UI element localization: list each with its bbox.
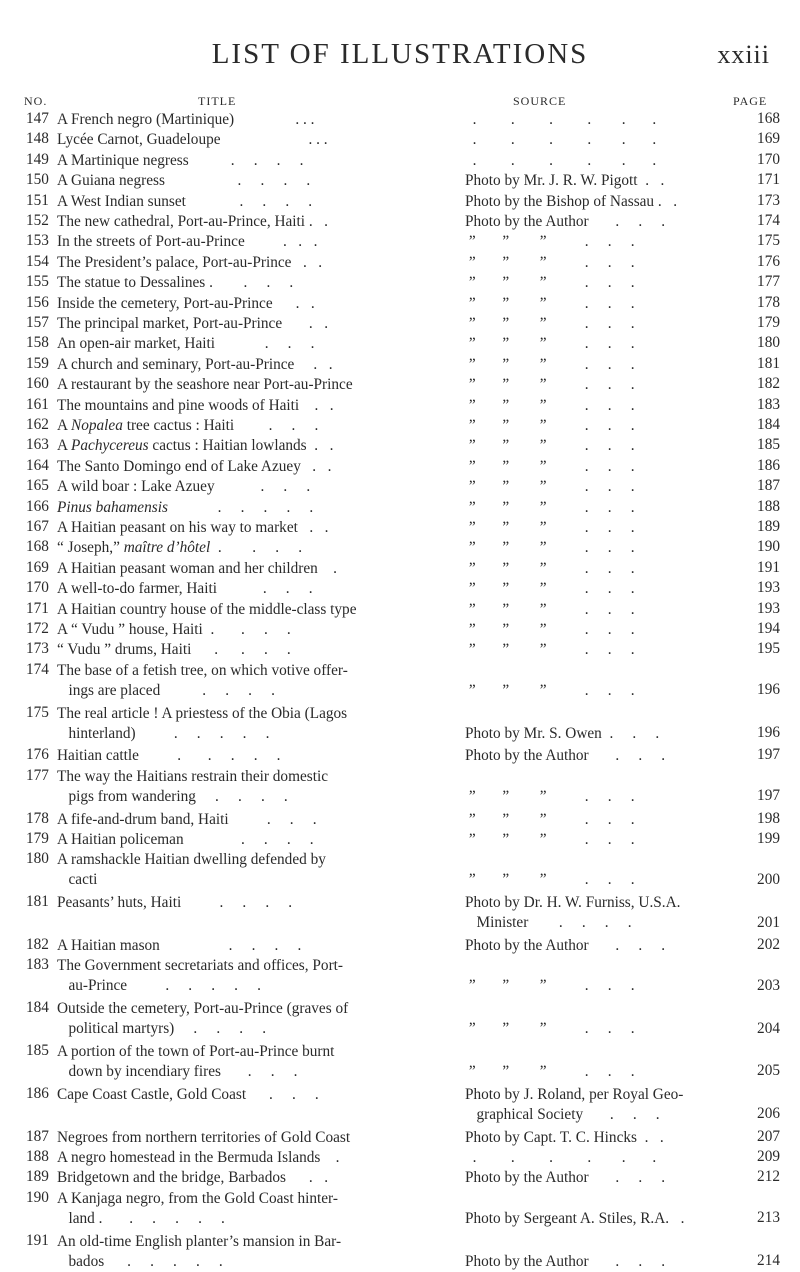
item-number: 176	[26, 746, 49, 764]
page-title: LIST OF ILLUSTRATIONS	[211, 38, 589, 70]
item-number: 152	[26, 212, 49, 229]
item-title: A West Indian sunset . . . .	[57, 192, 313, 210]
item-source: ” ” ” . . .	[468, 681, 635, 699]
item-page: 182	[757, 375, 780, 393]
item-number: 147	[26, 110, 49, 127]
item-title: A French negro (Martinique) . . .	[57, 111, 315, 128]
item-number: 165	[26, 477, 49, 495]
item-source: ” ” ” . . .	[465, 580, 635, 598]
item-title-part: . . . .	[210, 539, 303, 557]
item-title: The real article ! A priestess of the Obia (Lagos hinterland) . . . . .	[57, 704, 348, 742]
item-title: Bridgetown and the bridge, Barbados . .	[57, 1169, 329, 1187]
item-title: The President’s palace, Port-au-Prince . .	[57, 253, 323, 271]
item-page: 207	[757, 1127, 780, 1145]
item-title	[57, 498, 477, 518]
item-page: 212	[757, 1168, 780, 1186]
item-source: ” ” ” . . .	[465, 457, 635, 475]
item-source: ” ” ” . . .	[465, 253, 635, 271]
item-page: 174	[757, 212, 780, 229]
item-title: A Kanjaga negro, from the Gold Coast hinter- land . . . . . .	[57, 1189, 338, 1227]
item-title: A “ Vudu ” house, Haiti . . . .	[57, 621, 291, 638]
item-number: 161	[26, 395, 49, 413]
item-number: 166	[26, 497, 49, 515]
item-page: 175	[757, 232, 780, 250]
item-title: A negro homestead in the Bermuda Islands .	[57, 1149, 340, 1166]
item-title: “ Vudu ” drums, Haiti . . . .	[57, 641, 291, 659]
item-source: ” ” ” . . .	[465, 559, 635, 577]
item-title: A fife-and-drum band, Haiti . . .	[57, 810, 317, 828]
item-title: An old-time English planter’s mansion in Bar- bados . . . . .	[57, 1232, 342, 1270]
item-title-part: A	[57, 437, 72, 455]
item-title: Outside the cemetery, Port-au-Prince (graves of political martyrs) . . . .	[57, 1000, 349, 1038]
item-title: The principal market, Port-au-Prince . .	[57, 315, 329, 332]
item-number: 178	[26, 809, 49, 827]
column-header-title: TITLE	[198, 94, 237, 108]
item-title-italic: Pachycereus	[71, 437, 149, 455]
item-page: 171	[757, 171, 780, 189]
item-source: ” ” ” . . .	[468, 977, 635, 995]
item-source: ” ” ” . . .	[468, 787, 635, 805]
item-number: 189	[26, 1168, 49, 1186]
item-page: 169	[757, 130, 780, 148]
item-source: Photo by Mr. S. Owen . . .	[465, 724, 660, 742]
item-number: 186	[26, 1084, 49, 1102]
item-number: 183	[26, 956, 49, 974]
item-source: ” ” ” . . .	[465, 294, 635, 312]
item-page: 186	[757, 456, 780, 474]
item-page: 197	[757, 787, 780, 805]
item-page: 181	[757, 354, 780, 372]
item-source: ” ” ” . . .	[465, 376, 635, 394]
item-title: Negroes from northern territories of Gold Coast	[57, 1128, 351, 1146]
item-title-part: . . . . .	[167, 498, 314, 516]
item-title: An open-air market, Haiti . . .	[57, 335, 315, 353]
item-source: ” ” ” . . .	[465, 621, 635, 638]
item-number: 180	[26, 850, 49, 868]
item-title: A portion of the town of Port-au-Prince burnt down by incendiary fires . . .	[57, 1043, 335, 1080]
item-source: Photo by the Author . . .	[465, 937, 666, 954]
item-number: 177	[26, 766, 49, 784]
item-page: 168	[757, 110, 780, 127]
item-source: ” ” ” . . .	[465, 539, 635, 557]
item-source: Photo by Dr. H. W. Furniss, U.S.A. Minister . . . .	[465, 894, 681, 932]
item-source: Photo by the Bishop of Nassau . .	[465, 192, 678, 210]
item-source: Photo by the Author . . .	[465, 747, 666, 765]
item-title: A Guiana negress . . . .	[57, 172, 311, 190]
item-number: 163	[26, 436, 49, 454]
item-page: 188	[757, 497, 780, 515]
item-number: 156	[26, 293, 49, 311]
item-source: ” ” ” . . .	[465, 335, 635, 353]
item-source: Photo by the Author . . .	[465, 1252, 666, 1270]
item-number: 154	[26, 252, 49, 270]
item-number: 159	[26, 354, 49, 372]
item-page: 197	[757, 746, 780, 764]
item-source: ” ” ” . . .	[465, 519, 635, 536]
item-title: Peasants’ huts, Haiti . . . .	[57, 894, 293, 912]
item-source: Photo by Mr. J. R. W. Pigott . .	[465, 172, 665, 190]
item-source: ” ” ” . . .	[465, 600, 635, 618]
item-source: Photo by the Author . . .	[465, 213, 666, 230]
item-title: The base of a fetish tree, on which votive offer- ings are placed . . . .	[57, 661, 348, 699]
item-number: 181	[26, 893, 49, 911]
item-title: The new cathedral, Port-au-Prince, Haiti . .	[57, 213, 328, 230]
item-number: 164	[26, 456, 49, 474]
item-title: Lycée Carnot, Guadeloupe . . .	[57, 131, 328, 149]
item-page: 191	[757, 558, 780, 576]
item-number: 158	[26, 334, 49, 352]
item-page: 201	[757, 913, 780, 931]
item-source: Photo by Sergeant A. Stiles, R.A. .	[465, 1209, 685, 1227]
column-header-source: SOURCE	[513, 94, 567, 108]
page-number: xxiii	[717, 40, 770, 69]
item-page: 177	[757, 273, 780, 291]
item-source: ” ” ” . . .	[465, 274, 635, 292]
item-number: 155	[26, 273, 49, 291]
item-title-part: A	[57, 417, 72, 434]
item-page: 204	[757, 1019, 780, 1037]
item-page: 202	[757, 936, 780, 953]
item-number: 172	[26, 620, 49, 637]
item-page: 206	[757, 1105, 780, 1123]
item-number: 191	[26, 1231, 49, 1249]
item-title-part: “ Joseph,”	[57, 539, 124, 557]
item-title: A wild boar : Lake Azuey . . .	[57, 478, 311, 496]
item-number: 168	[26, 538, 49, 556]
item-source: ” ” ” . . .	[465, 810, 635, 828]
item-source: ” ” ” . . .	[465, 233, 635, 251]
item-number: 169	[26, 558, 49, 576]
item-title: A Haitian peasant woman and her children .	[57, 559, 337, 577]
item-number: 153	[26, 232, 49, 250]
item-number: 175	[26, 703, 49, 721]
item-page: 198	[757, 809, 780, 827]
item-source: ” ” ” . . .	[465, 831, 635, 848]
item-source: Photo by J. Roland, per Royal Geo- graphical Society . . .	[465, 1085, 684, 1123]
item-title: Cape Coast Castle, Gold Coast . . .	[57, 1085, 319, 1103]
item-title: A church and seminary, Port-au-Prince . .	[57, 355, 333, 373]
item-source: ” ” ” . . .	[465, 355, 635, 373]
item-page: 209	[757, 1148, 780, 1165]
item-page: 196	[757, 681, 780, 699]
item-title: A Martinique negress . . . .	[57, 151, 304, 169]
item-number: 185	[26, 1042, 49, 1059]
item-title: Inside the cemetery, Port-au-Prince . .	[57, 294, 315, 312]
item-source: ” ” ” . . .	[465, 417, 635, 434]
item-title-italic: Pinus bahamensis	[57, 498, 168, 516]
item-page: 193	[757, 579, 780, 597]
item-number: 151	[26, 191, 49, 209]
item-number: 162	[26, 416, 49, 433]
item-title: Haitian cattle . . . . .	[57, 747, 281, 765]
item-page: 203	[757, 976, 780, 994]
item-title-part: tree cactus : Haiti . . .	[122, 417, 319, 434]
item-page: 199	[757, 830, 780, 847]
column-header-no: NO.	[24, 94, 48, 108]
item-page: 176	[757, 252, 780, 270]
item-page: 205	[757, 1062, 780, 1080]
item-source: ” ” ” . . .	[465, 478, 635, 496]
item-number: 150	[26, 171, 49, 189]
item-title	[57, 538, 477, 558]
item-number: 148	[26, 130, 49, 148]
item-number: 157	[26, 314, 49, 331]
item-page: 170	[757, 150, 780, 168]
item-source: ” ” ” . . .	[465, 641, 635, 659]
item-page: 173	[757, 191, 780, 209]
item-title: A ramshackle Haitian dwelling defended by cacti	[57, 851, 326, 889]
item-page: 200	[757, 870, 780, 888]
item-page: 185	[757, 436, 780, 454]
item-source: Photo by the Author . . .	[465, 1169, 666, 1187]
item-page: 190	[757, 538, 780, 556]
page-header	[0, 38, 800, 78]
item-title-part: cactus : Haitian lowlands . .	[148, 437, 334, 455]
item-page: 196	[757, 723, 780, 741]
item-number: 170	[26, 579, 49, 597]
item-title: A well-to-do farmer, Haiti . . .	[57, 580, 313, 598]
item-source: ” ” ” . . .	[468, 1063, 635, 1080]
item-page: 189	[757, 518, 780, 535]
item-number: 179	[26, 830, 49, 847]
item-source: . . . . . .	[465, 111, 657, 128]
item-title: A Haitian peasant on his way to market . .	[57, 519, 329, 536]
item-number: 188	[26, 1148, 49, 1165]
item-source: ” ” ” . . .	[465, 396, 635, 414]
item-number: 182	[26, 936, 49, 953]
item-page: 187	[757, 477, 780, 495]
item-title: The mountains and pine woods of Haiti . .	[57, 396, 334, 414]
item-page: 178	[757, 293, 780, 311]
item-title-italic: Nopalea	[71, 417, 123, 434]
column-header-page: PAGE	[733, 94, 768, 108]
item-number: 184	[26, 999, 49, 1017]
item-number: 190	[26, 1188, 49, 1206]
item-number: 171	[26, 599, 49, 617]
item-number: 160	[26, 375, 49, 393]
item-number: 173	[26, 640, 49, 658]
item-page: 179	[757, 314, 780, 331]
item-title: The Santo Domingo end of Lake Azuey . .	[57, 457, 332, 475]
item-title: A Haitian mason . . . .	[57, 937, 302, 954]
item-number: 167	[26, 518, 49, 535]
item-source: . . . . . .	[465, 1149, 657, 1166]
item-page: 184	[757, 416, 780, 433]
item-title	[57, 416, 477, 436]
item-page: 193	[757, 599, 780, 617]
item-source: ” ” ” . . .	[465, 437, 635, 455]
item-number: 174	[26, 660, 49, 678]
item-page: 214	[757, 1251, 780, 1269]
item-number: 149	[26, 150, 49, 168]
item-page: 194	[757, 620, 780, 637]
item-page: 195	[757, 640, 780, 658]
item-source: ” ” ” . . .	[468, 1020, 635, 1038]
item-title-italic: maître d’hôtel	[123, 539, 211, 557]
item-source: ” ” ” . . .	[465, 315, 635, 332]
item-title: In the streets of Port-au-Prince . . .	[57, 233, 318, 251]
item-title: A Haitian policeman . . . .	[57, 831, 314, 848]
item-number: 187	[26, 1127, 49, 1145]
item-source: ” ” ” . . .	[468, 871, 635, 889]
item-title: The statue to Dessalines . . . .	[57, 274, 294, 292]
item-page: 213	[757, 1209, 780, 1227]
item-title: A Haitian country house of the middle-class type	[57, 600, 357, 618]
item-page: 183	[757, 395, 780, 413]
item-title: A restaurant by the seashore near Port-au-Prince	[57, 376, 353, 394]
item-source: Photo by Capt. T. C. Hincks . .	[465, 1128, 664, 1146]
item-page: 180	[757, 334, 780, 352]
item-source: . . . . . .	[465, 131, 657, 149]
item-source: ” ” ” . . .	[465, 498, 635, 516]
item-title: The Government secretariats and offices, Port- au-Prince . . . . .	[57, 957, 344, 995]
item-title	[57, 436, 477, 456]
item-source: . . . . . .	[465, 151, 657, 169]
item-title: The way the Haitians restrain their domestic pigs from wandering . . . .	[57, 767, 329, 805]
